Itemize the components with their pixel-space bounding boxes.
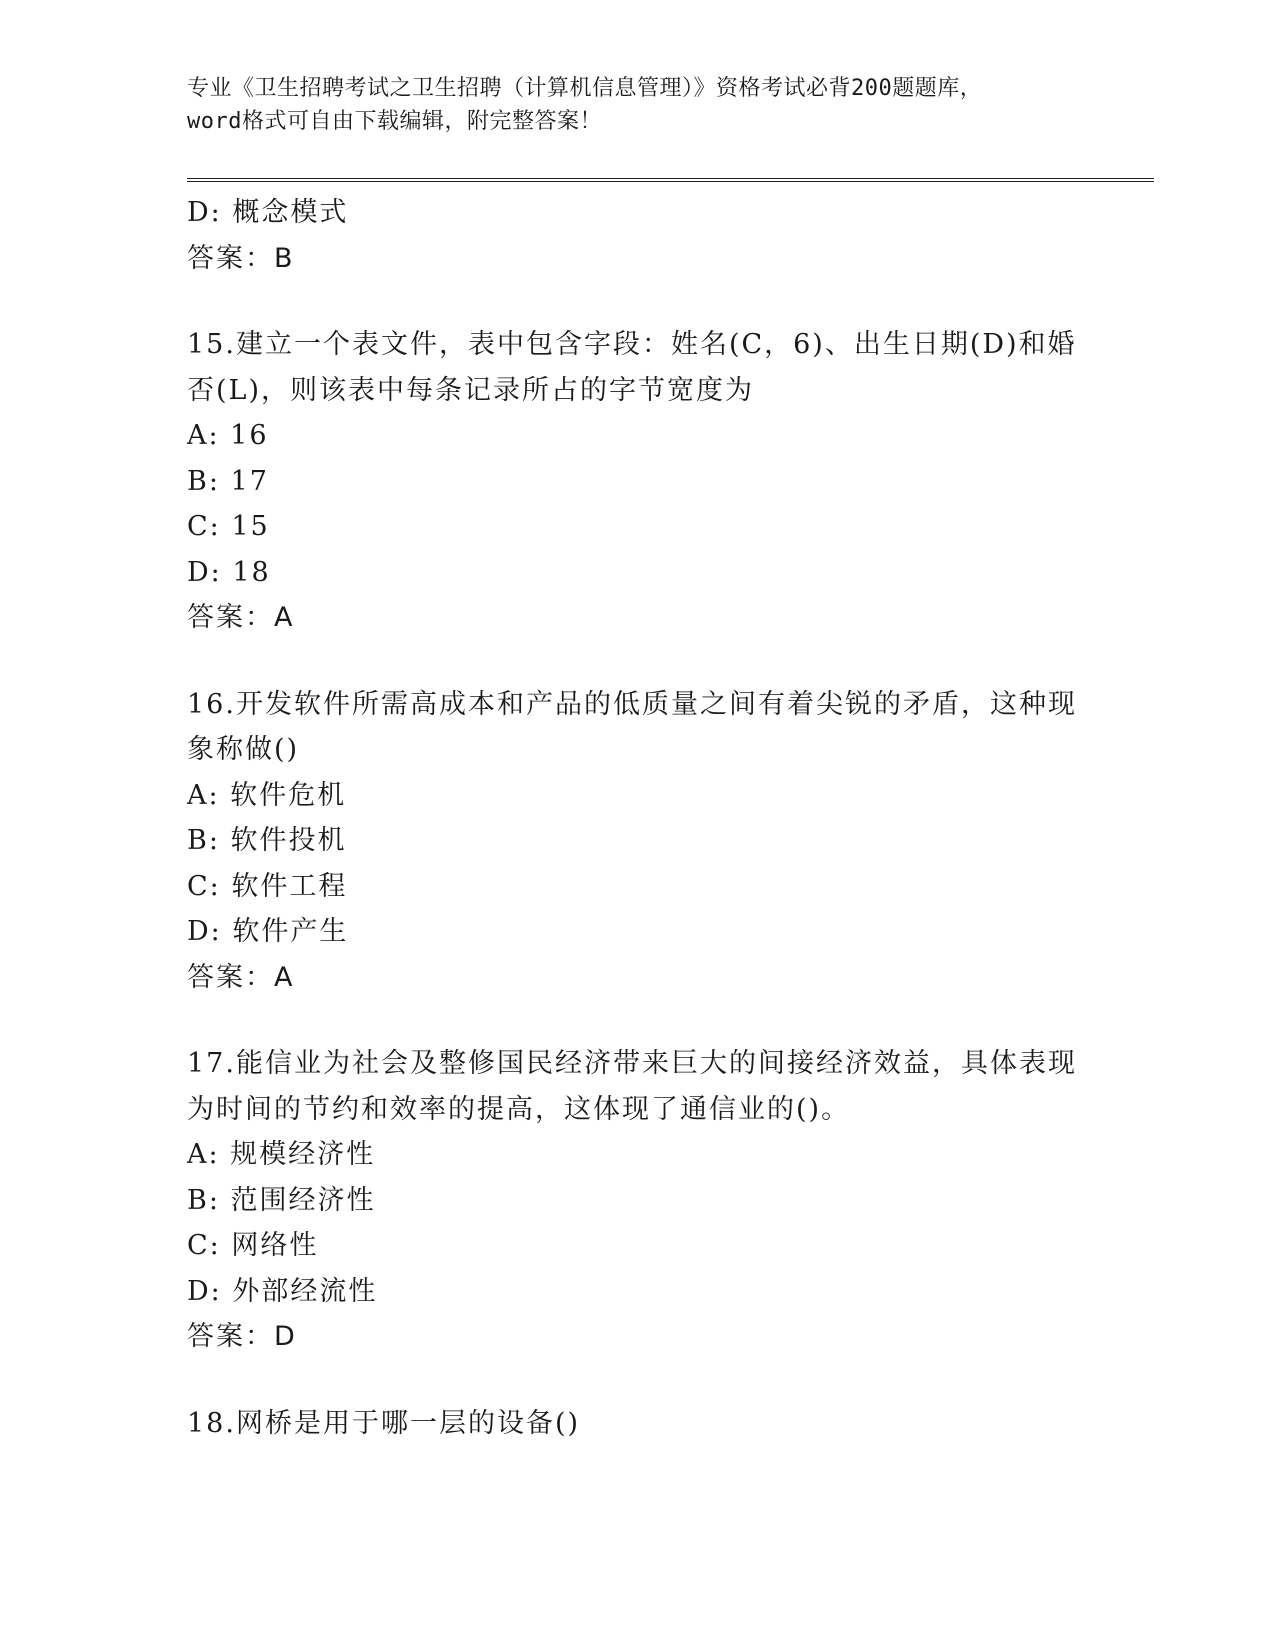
option-c: C: 网络性 [187,1230,319,1261]
option-a: A: 规模经济性 [187,1139,376,1170]
header-line-2: word格式可自由下载编辑，附完整答案！ [187,109,602,134]
spacer [187,1360,1087,1401]
question-text-line-1: 17.能信业为社会及整修国民经济带来巨大的间接经济效益，具体表现 [187,1048,1077,1079]
question-text-line-1: 16.开发软件所需高成本和产品的低质量之间有着尖锐的矛盾，这种现 [187,688,1077,720]
option-d: D: 18 [187,556,271,588]
question-18 [187,1401,1087,1447]
document-header [187,72,1087,138]
question-list [187,190,1087,1446]
question-17 [187,1041,1087,1360]
option-d: D: 软件产生 [187,916,349,947]
question-14-tail [187,190,1087,281]
spacer [187,281,1087,322]
header-divider [187,178,1154,182]
header-line-1: 专业《卫生招聘考试之卫生招聘（计算机信息管理）》资格考试必背200题题库， [187,76,983,101]
option-d: D: 外部经流性 [187,1275,378,1307]
option-b: B: 17 [187,465,269,497]
answer: 答案：B [187,242,295,274]
spacer [187,641,1087,682]
option-a: A: 软件危机 [187,779,347,811]
option-a: A: 16 [187,420,269,451]
answer: 答案：A [187,602,295,633]
option-c: C: 软件工程 [187,870,348,902]
option-b: B: 范围经济性 [187,1184,376,1216]
option-d: D: 概念模式 [187,197,349,228]
question-text-line-2: 为时间的节约和效率的提高，这体现了通信业的()。 [187,1093,851,1125]
question-text-line-2: 否(L)，则该表中每条记录所占的字节宽度为 [187,374,754,406]
answer: 答案：A [187,961,295,993]
question-16 [187,682,1087,1001]
option-b: B: 软件投机 [187,825,347,856]
question-text-line-1: 15.建立一个表文件，表中包含字段：姓名(C，6)、出生日期(D)和婚 [187,329,1077,360]
option-c: C: 15 [187,511,270,542]
spacer [187,1000,1087,1041]
question-text-line-1: 18.网桥是用于哪一层的设备() [187,1407,581,1439]
question-text-line-2: 象称做() [187,734,300,765]
answer: 答案：D [187,1321,297,1352]
question-15 [187,322,1087,641]
